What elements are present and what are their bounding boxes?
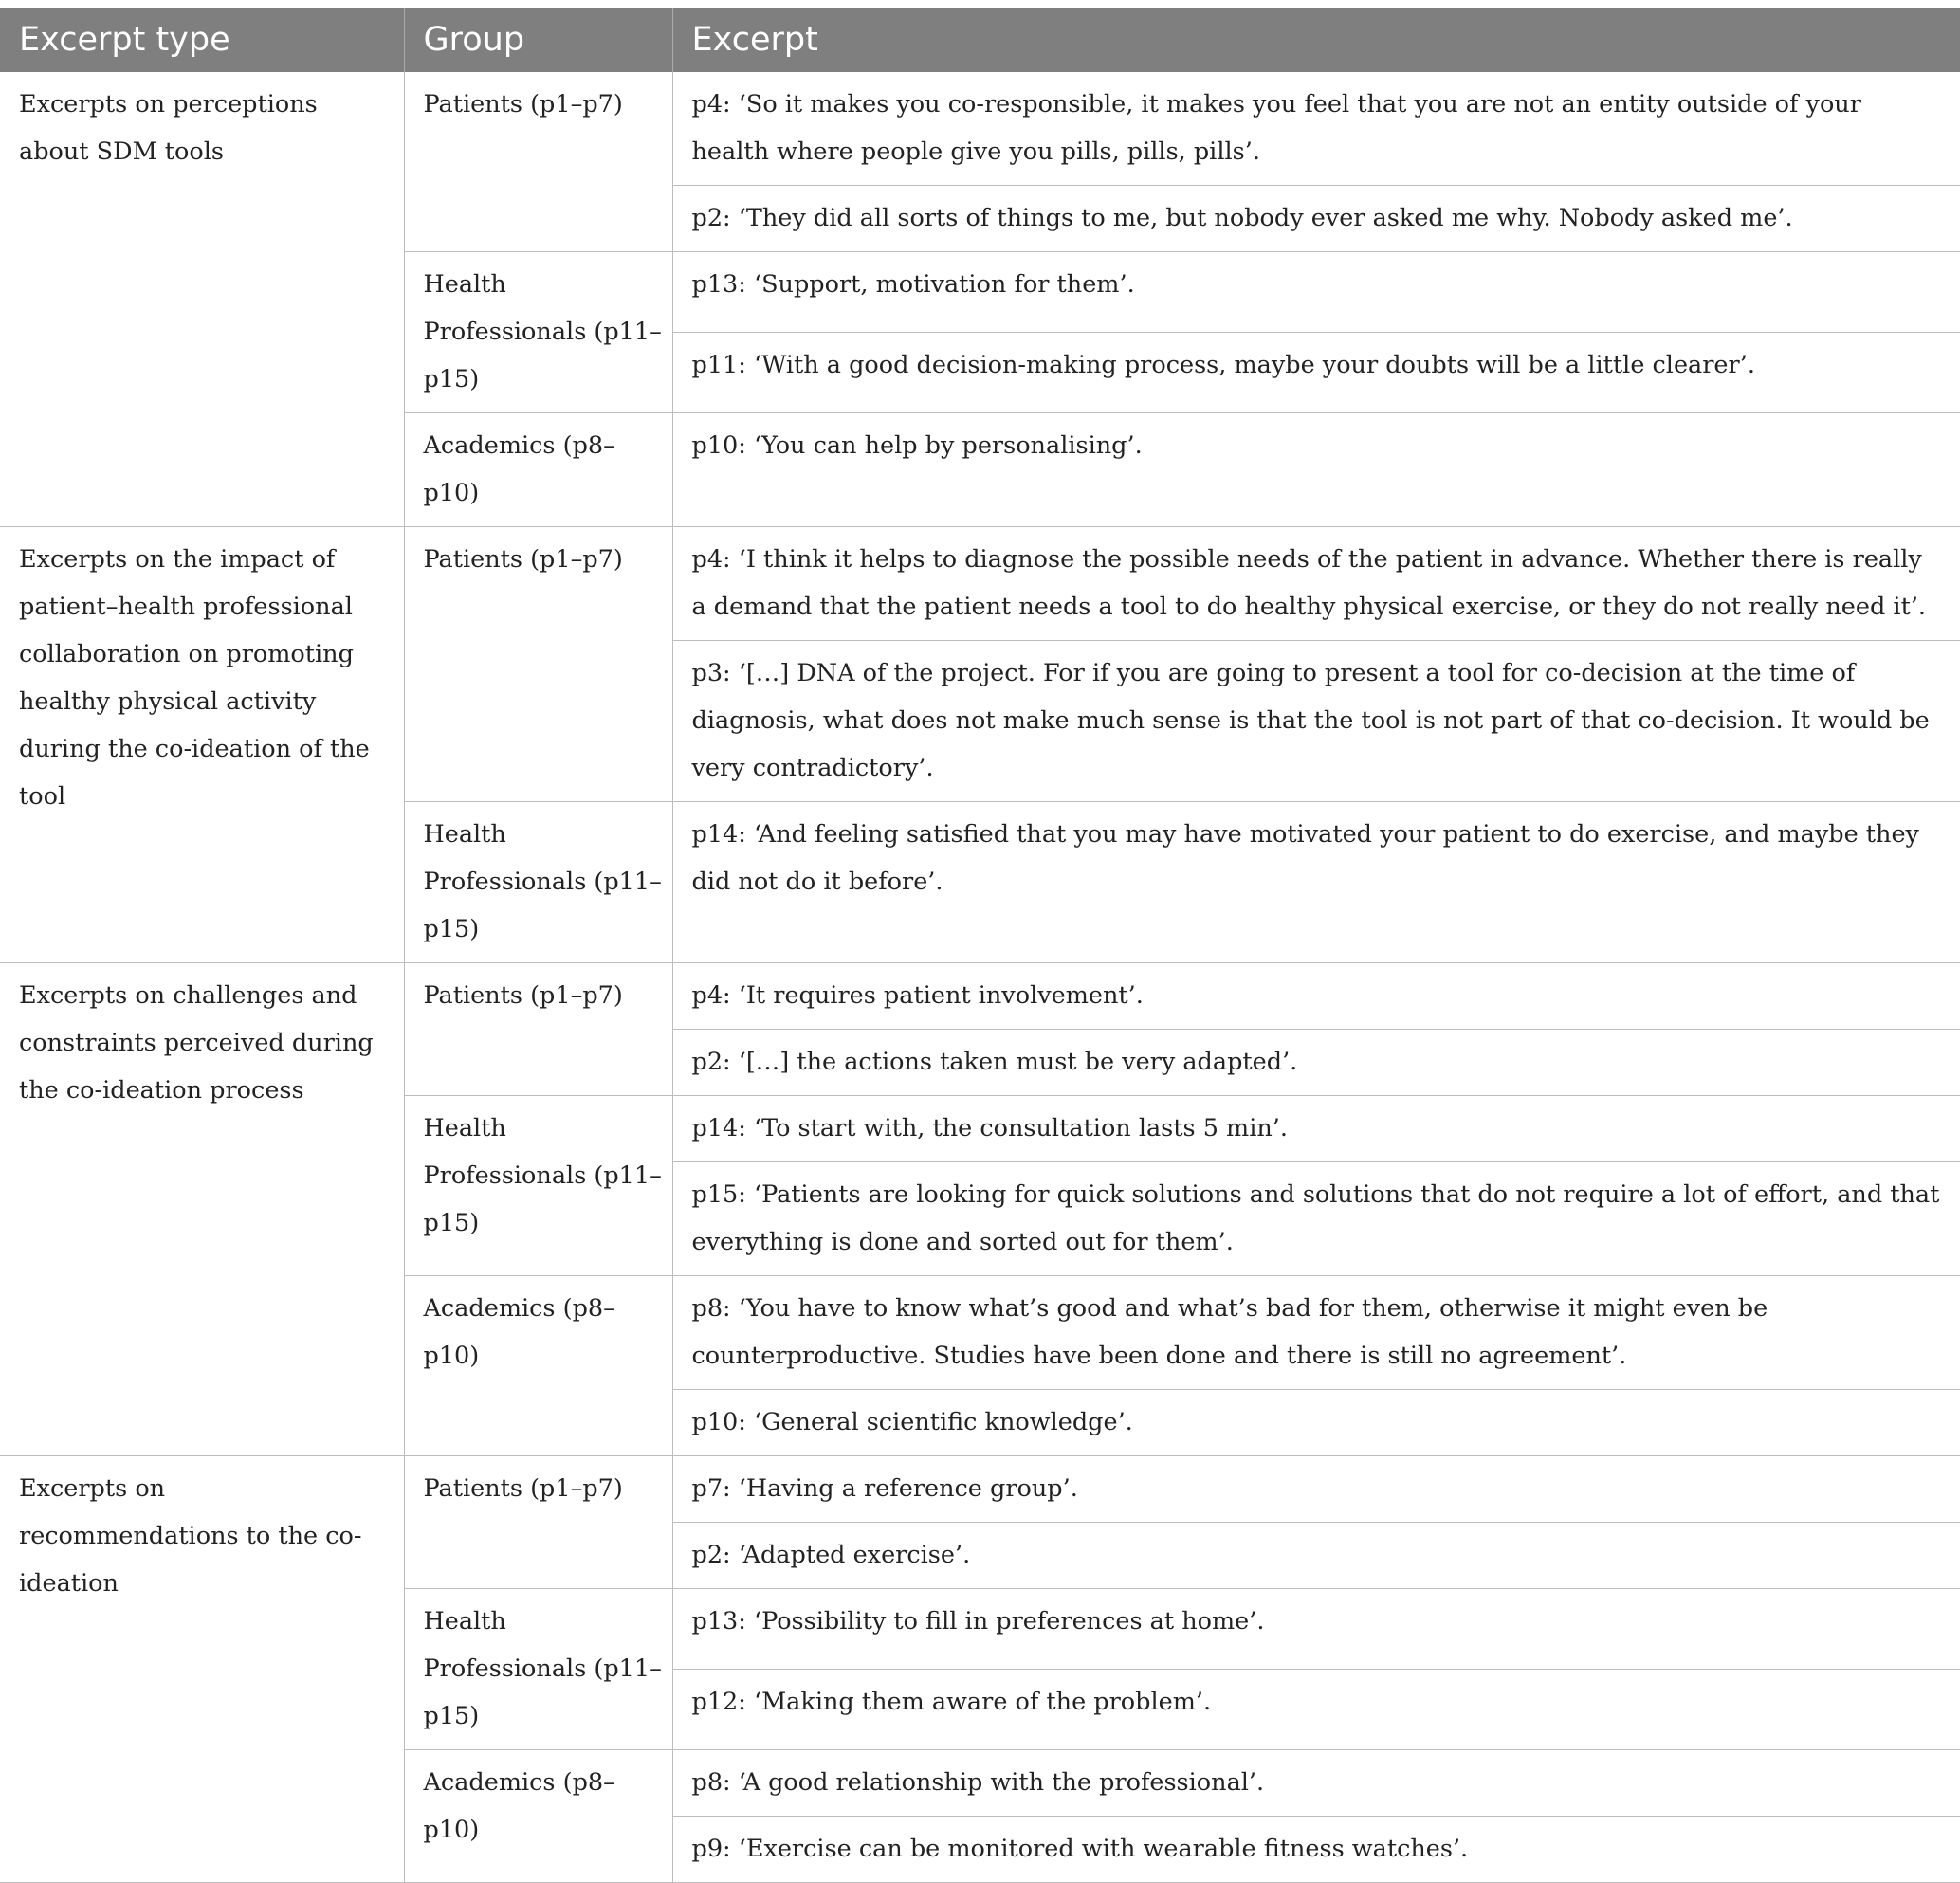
excerpt-cell: p2: ‘They did all sorts of things to me, but nobody ever asked me why. Nobody asked me’. [672, 186, 1960, 252]
header-excerpt: Excerpt [672, 8, 1960, 72]
excerpt-cell: p2: ‘[…] the actions taken must be very adapted’. [672, 1030, 1960, 1096]
excerpt-cell: p4: ‘So it makes you co-responsible, it makes you feel that you are not an entity outside of your health where people give you pills, pills, pills’. [672, 72, 1960, 186]
excerpt-cell: p2: ‘Adapted exercise’. [672, 1523, 1960, 1589]
excerpt-type-cell: Excerpts on recommendations to the co-ideation [0, 1456, 404, 1883]
excerpt-cell: p10: ‘You can help by personalising’. [672, 413, 1960, 527]
table-row [0, 527, 1960, 641]
excerpt-cell: p14: ‘And feeling satisfied that you may have motivated your patient to do exercise, and maybe they did not do it before’. [672, 802, 1960, 963]
header-excerpt-type: Excerpt type [0, 8, 404, 72]
group-cell: Academics (p8–p10) [404, 413, 672, 527]
table-row [0, 72, 1960, 186]
group-cell: Patients (p1–p7) [404, 1456, 672, 1589]
excerpt-cell: p4: ‘It requires patient involvement’. [672, 963, 1960, 1030]
excerpt-cell: p12: ‘Making them aware of the problem’. [672, 1670, 1960, 1750]
excerpt-type-cell: Excerpts on challenges and constraints perceived during the co-ideation process [0, 963, 404, 1456]
excerpt-cell: p7: ‘Having a reference group’. [672, 1456, 1960, 1523]
excerpts-table [0, 8, 1960, 1883]
group-cell: Health Professionals (p11–p15) [404, 802, 672, 963]
excerpt-cell: p14: ‘To start with, the consultation lasts 5 min’. [672, 1096, 1960, 1162]
excerpt-cell: p10: ‘General scientific knowledge’. [672, 1390, 1960, 1456]
excerpt-cell: p13: ‘Possibility to fill in preferences at home’. [672, 1589, 1960, 1670]
group-cell: Academics (p8–p10) [404, 1276, 672, 1456]
group-cell: Health Professionals (p11–p15) [404, 252, 672, 413]
excerpt-cell: p8: ‘A good relationship with the professional’. [672, 1750, 1960, 1817]
table-row [0, 963, 1960, 1030]
excerpt-cell: p8: ‘You have to know what’s good and what’s bad for them, otherwise it might even be counterproductive. Studies have been done and there is still no agreement’. [672, 1276, 1960, 1390]
excerpt-cell: p13: ‘Support, motivation for them’. [672, 252, 1960, 333]
group-cell: Academics (p8–p10) [404, 1750, 672, 1883]
excerpt-cell: p4: ‘I think it helps to diagnose the possible needs of the patient in advance. Whether there is really a demand that the patient needs a tool to do healthy physical exercise, or they do not really need it’. [672, 527, 1960, 641]
group-cell: Patients (p1–p7) [404, 963, 672, 1096]
group-cell: Patients (p1–p7) [404, 527, 672, 802]
header-group: Group [404, 8, 672, 72]
excerpt-cell: p3: ‘[…] DNA of the project. For if you are going to present a tool for co-decision at the time of diagnosis, what does not make much sense is that the tool is not part of that co-decision. It would be very contradictory’. [672, 641, 1960, 802]
excerpt-cell: p11: ‘With a good decision-making process, maybe your doubts will be a little clearer’. [672, 333, 1960, 413]
header-row [0, 8, 1960, 72]
excerpt-type-cell: Excerpts on the impact of patient–health professional collaboration on promoting healthy physical activity during the co-ideation of the tool [0, 527, 404, 963]
excerpt-cell: p9: ‘Exercise can be monitored with wearable fitness watches’. [672, 1817, 1960, 1883]
excerpt-cell: p15: ‘Patients are looking for quick solutions and solutions that do not require a lot of effort, and that everything is done and sorted out for them’. [672, 1162, 1960, 1276]
group-cell: Health Professionals (p11–p15) [404, 1096, 672, 1276]
excerpt-type-cell: Excerpts on perceptions about SDM tools [0, 72, 404, 527]
group-cell: Patients (p1–p7) [404, 72, 672, 252]
group-cell: Health Professionals (p11–p15) [404, 1589, 672, 1750]
table-row [0, 1456, 1960, 1523]
